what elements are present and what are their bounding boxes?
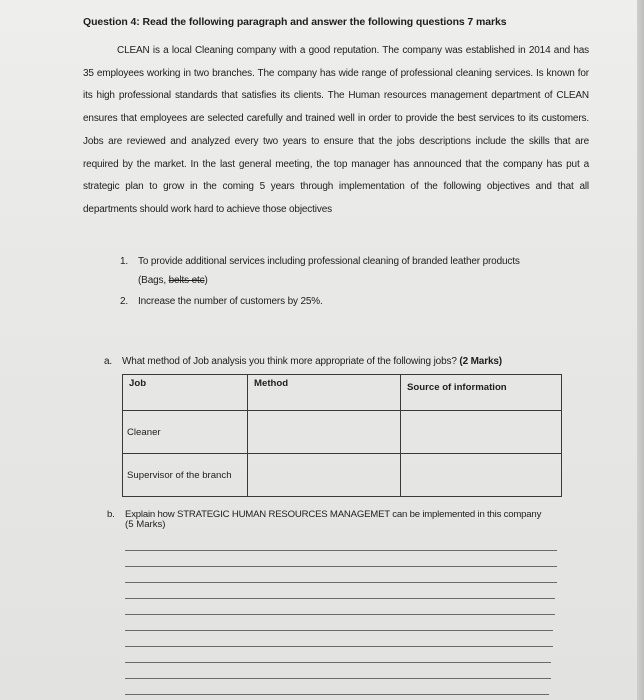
- header-job: Job: [123, 375, 248, 411]
- answer-line[interactable]: [125, 582, 557, 583]
- part-a-marks: (2 Marks): [459, 356, 502, 367]
- cell-method-supervisor[interactable]: [248, 454, 401, 497]
- objective-1-number: 1.: [120, 256, 129, 267]
- table-header-row: [123, 375, 562, 411]
- cell-method-cleaner[interactable]: [248, 411, 401, 454]
- objective-2-number: 2.: [120, 296, 129, 307]
- part-a-question: [104, 356, 502, 367]
- answer-line[interactable]: [125, 662, 551, 663]
- header-method: Method: [248, 375, 401, 411]
- part-a-letter: a.: [104, 356, 113, 367]
- job-analysis-table: [122, 374, 562, 497]
- question-title: Question 4: Read the following paragraph and answer the following questions 7 marks: [83, 16, 507, 28]
- cell-source-cleaner[interactable]: [401, 411, 562, 454]
- objective-1-continuation: [138, 275, 208, 286]
- answer-line[interactable]: [125, 678, 551, 679]
- objective-1-continuation-a: (Bags,: [138, 275, 169, 286]
- objective-1-text: To provide additional services including professional cleaning of branded leather products: [138, 256, 520, 267]
- part-b-text: Explain how STRATEGIC HUMAN RESOURCES MANAGEMET can be implemented in this company: [125, 509, 542, 520]
- objective-2: [120, 296, 323, 307]
- part-b-letter: b.: [107, 509, 115, 520]
- answer-line[interactable]: [125, 566, 557, 567]
- answer-line[interactable]: [125, 550, 557, 551]
- answer-line[interactable]: [125, 646, 553, 647]
- objective-2-text: Increase the number of customers by 25%.: [138, 296, 323, 307]
- answer-line[interactable]: [125, 598, 555, 599]
- cell-job-supervisor: Supervisor of the branch: [123, 454, 248, 497]
- page-edge-shadow: [637, 0, 644, 700]
- answer-line[interactable]: [125, 630, 553, 631]
- objective-1-continuation-b: ): [204, 275, 208, 286]
- answer-line[interactable]: [125, 694, 549, 695]
- objective-1-continuation-struck: belts etc: [168, 275, 205, 286]
- case-paragraph: [83, 40, 589, 222]
- cell-job-cleaner: Cleaner: [123, 411, 248, 454]
- table-row: [123, 454, 562, 497]
- part-b-question: [107, 509, 541, 520]
- part-b-marks: (5 Marks): [125, 519, 166, 530]
- answer-line[interactable]: [125, 614, 555, 615]
- header-source-of-information: Source of information: [401, 375, 562, 411]
- objective-1: [120, 256, 520, 267]
- case-paragraph-text: CLEAN is a local Cleaning company with a good reputation. The company was established in 2014 and has 35 employees working in two branches. The company has wide range of professional cleaning services. Is known for its high professional standards that satisfies its clients. The Human resources management department of CLEAN ensures that employees are selected carefully and trained well in order to provide the best services to its customers. Jobs are reviewed and analyzed every two years to ensure that the jobs descriptions include the skills that are required by the market. In the last general meeting, the top manager has announced that the company has put a strategic plan to grow in the coming 5 years through implementation of the following objectives and that all departments should work hard to achieve those objectives: [83, 45, 589, 215]
- table-row: [123, 411, 562, 454]
- part-a-text: What method of Job analysis you think more appropriate of the following jobs?: [122, 356, 457, 367]
- cell-source-supervisor[interactable]: [401, 454, 562, 497]
